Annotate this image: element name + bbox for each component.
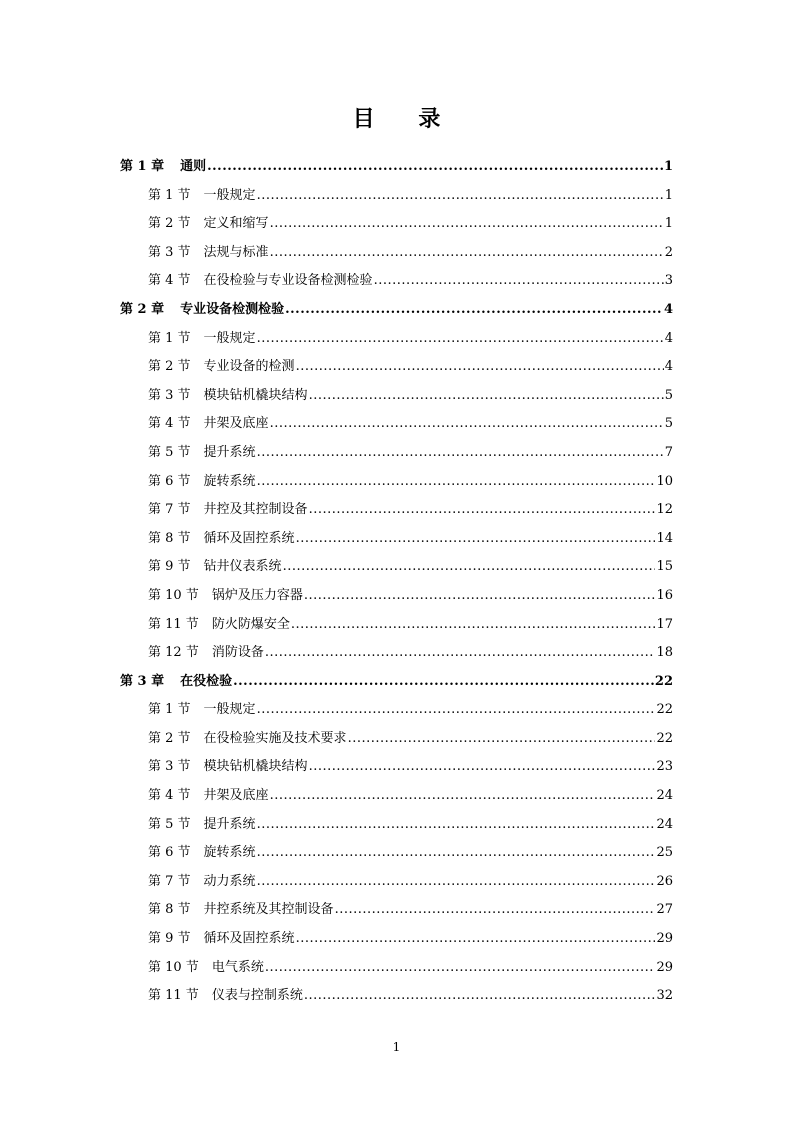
toc-section-entry[interactable]	[120, 954, 673, 983]
entry-title: 旋转系统	[203, 473, 256, 489]
dot-leader	[265, 639, 656, 668]
entry-number: 第 8 节	[148, 902, 191, 918]
entry-number: 第 3 章	[120, 673, 165, 689]
toc-chapter-entry[interactable]	[120, 296, 673, 325]
entry-title: 定义和缩写	[203, 216, 269, 232]
toc-section-entry[interactable]	[120, 553, 673, 582]
dot-leader	[257, 325, 664, 354]
entry-page-number: 24	[656, 816, 673, 832]
entry-number: 第 9 节	[148, 559, 191, 575]
entry-page-number: 22	[656, 730, 673, 746]
entry-page-number: 12	[656, 502, 673, 518]
toc-section-entry[interactable]	[120, 982, 673, 1011]
entry-title: 动力系统	[203, 873, 256, 889]
entry-title: 通则	[180, 159, 207, 174]
dot-leader	[270, 410, 664, 439]
entry-page-number: 23	[656, 759, 673, 775]
entry-number: 第 2 节	[148, 359, 191, 375]
entry-title: 井架及底座	[203, 788, 269, 804]
entry-page-number: 26	[656, 873, 673, 889]
dot-leader	[374, 267, 664, 296]
toc-section-entry[interactable]	[120, 182, 673, 211]
dot-leader	[283, 553, 656, 582]
entry-title: 专业设备的检测	[203, 359, 295, 375]
entry-number: 第 5 节	[148, 444, 191, 460]
entry-title: 循环及固控系统	[203, 530, 295, 546]
entry-page-number: 4	[664, 359, 673, 375]
entry-title: 一般规定	[203, 187, 256, 203]
entry-number: 第 6 节	[148, 845, 191, 861]
entry-page-number: 5	[664, 387, 673, 403]
dot-leader	[233, 668, 654, 697]
entry-page-number: 14	[656, 530, 673, 546]
entry-number: 第 6 节	[148, 473, 191, 489]
dot-leader	[335, 896, 656, 925]
entry-page-number: 10	[656, 473, 673, 489]
entry-number: 第 9 节	[148, 931, 191, 947]
entry-number: 第 4 节	[148, 273, 191, 289]
entry-number: 第 3 节	[148, 759, 191, 775]
toc-section-entry[interactable]	[120, 753, 673, 782]
entry-number: 第 2 章	[120, 301, 165, 317]
entry-number: 第 2 节	[148, 730, 191, 746]
entry-title: 井架及底座	[203, 416, 269, 432]
dot-leader	[296, 925, 656, 954]
toc-chapter-entry[interactable]	[120, 153, 673, 182]
entry-page-number: 17	[656, 616, 673, 632]
entry-page-number: 7	[664, 444, 673, 460]
entry-title: 一般规定	[203, 702, 256, 718]
entry-title: 循环及固控系统	[203, 931, 295, 947]
entry-page-number: 32	[656, 988, 673, 1004]
dot-leader	[207, 153, 663, 182]
toc-section-entry[interactable]	[120, 725, 673, 754]
entry-title: 在役检验	[180, 673, 233, 689]
toc-section-entry[interactable]	[120, 839, 673, 868]
entry-title: 电气系统	[211, 959, 264, 975]
entry-number: 第 1 节	[148, 330, 191, 346]
entry-title: 防火防爆安全	[211, 616, 290, 632]
entry-title: 锅炉及压力容器	[211, 587, 303, 603]
entry-number: 第 1 章	[120, 159, 165, 174]
entry-number: 第 10 节	[148, 959, 199, 975]
dot-leader	[257, 868, 656, 897]
toc-section-entry[interactable]	[120, 525, 673, 554]
dot-leader	[257, 439, 664, 468]
entry-title: 旋转系统	[203, 845, 256, 861]
toc-section-entry[interactable]	[120, 353, 673, 382]
entry-page-number: 27	[656, 902, 673, 918]
entry-title: 法规与标准	[203, 244, 269, 260]
dot-leader	[257, 468, 656, 497]
entry-title: 提升系统	[203, 444, 256, 460]
entry-page-number: 18	[656, 645, 673, 661]
entry-title: 井控及其控制设备	[203, 502, 308, 518]
page-number: 1	[392, 1040, 401, 1054]
dot-leader	[265, 954, 656, 983]
dot-leader	[309, 753, 656, 782]
entry-title: 模块钻机橇块结构	[203, 759, 308, 775]
entry-title: 在役检验与专业设备检测检验	[203, 273, 373, 289]
toc-section-entry[interactable]	[120, 696, 673, 725]
toc-section-entry[interactable]	[120, 496, 673, 525]
toc-section-entry[interactable]	[120, 868, 673, 897]
toc-section-entry[interactable]	[120, 782, 673, 811]
entry-number: 第 2 节	[148, 216, 191, 232]
entry-title: 模块钻机橇块结构	[203, 387, 308, 403]
dot-leader	[285, 296, 663, 325]
dot-leader	[348, 725, 656, 754]
toc-section-entry[interactable]	[120, 896, 673, 925]
toc-title: 目 录	[352, 106, 459, 132]
entry-number: 第 3 节	[148, 387, 191, 403]
toc-section-entry[interactable]	[120, 239, 673, 268]
entry-number: 第 11 节	[148, 616, 199, 632]
entry-number: 第 4 节	[148, 416, 191, 432]
dot-leader	[304, 982, 656, 1011]
toc-section-entry[interactable]	[120, 811, 673, 840]
entry-title: 钻井仪表系统	[203, 559, 282, 575]
dot-leader	[270, 782, 656, 811]
entry-title: 井控系统及其控制设备	[203, 902, 334, 918]
entry-page-number: 5	[664, 416, 673, 432]
entry-number: 第 7 节	[148, 502, 191, 518]
toc-chapter-entry[interactable]	[120, 668, 673, 697]
entry-page-number: 24	[656, 788, 673, 804]
toc-section-entry[interactable]	[120, 267, 673, 296]
dot-leader	[257, 839, 656, 868]
entry-number: 第 12 节	[148, 645, 199, 661]
dot-leader	[296, 525, 656, 554]
entry-number: 第 1 节	[148, 187, 191, 203]
entry-page-number: 16	[656, 587, 673, 603]
toc-section-entry[interactable]	[120, 639, 673, 668]
toc-section-entry[interactable]	[120, 925, 673, 954]
dot-leader	[257, 811, 656, 840]
dot-leader	[309, 496, 656, 525]
entry-title: 在役检验实施及技术要求	[203, 730, 347, 746]
entry-page-number: 1	[664, 187, 673, 203]
entry-page-number: 29	[656, 931, 673, 947]
dot-leader	[291, 611, 656, 640]
toc-section-entry[interactable]	[120, 611, 673, 640]
toc-section-entry[interactable]	[120, 410, 673, 439]
toc-section-entry[interactable]	[120, 468, 673, 497]
toc-section-entry[interactable]	[120, 439, 673, 468]
entry-page-number: 2	[664, 244, 673, 260]
dot-leader	[296, 353, 664, 382]
dot-leader	[304, 582, 656, 611]
entry-title: 提升系统	[203, 816, 256, 832]
entry-page-number: 25	[656, 845, 673, 861]
dot-leader	[257, 182, 664, 211]
entry-page-number: 4	[663, 301, 673, 317]
dot-leader	[309, 382, 664, 411]
entry-page-number: 1	[664, 216, 673, 232]
toc-section-entry[interactable]	[120, 382, 673, 411]
entry-title: 专业设备检测检验	[180, 301, 285, 317]
entry-title: 消防设备	[211, 645, 264, 661]
entry-page-number: 3	[664, 273, 673, 289]
entry-number: 第 8 节	[148, 530, 191, 546]
entry-number: 第 10 节	[148, 587, 199, 603]
entry-number: 第 7 节	[148, 873, 191, 889]
entry-page-number: 15	[656, 559, 673, 575]
entry-number: 第 5 节	[148, 816, 191, 832]
entry-page-number: 1	[663, 159, 673, 174]
entry-number: 第 3 节	[148, 244, 191, 260]
entry-page-number: 22	[656, 702, 673, 718]
entry-title: 仪表与控制系统	[211, 988, 303, 1004]
entry-title: 一般规定	[203, 330, 256, 346]
toc-section-entry[interactable]	[120, 325, 673, 354]
dot-leader	[270, 210, 664, 239]
dot-leader	[257, 696, 656, 725]
entry-number: 第 11 节	[148, 988, 199, 1004]
entry-page-number: 4	[664, 330, 673, 346]
entry-number: 第 1 节	[148, 702, 191, 718]
toc-section-entry[interactable]	[120, 210, 673, 239]
table-of-contents	[120, 153, 673, 1011]
entry-number: 第 4 节	[148, 788, 191, 804]
entry-page-number: 29	[656, 959, 673, 975]
toc-section-entry[interactable]	[120, 582, 673, 611]
entry-page-number: 22	[654, 673, 673, 689]
dot-leader	[270, 239, 664, 268]
